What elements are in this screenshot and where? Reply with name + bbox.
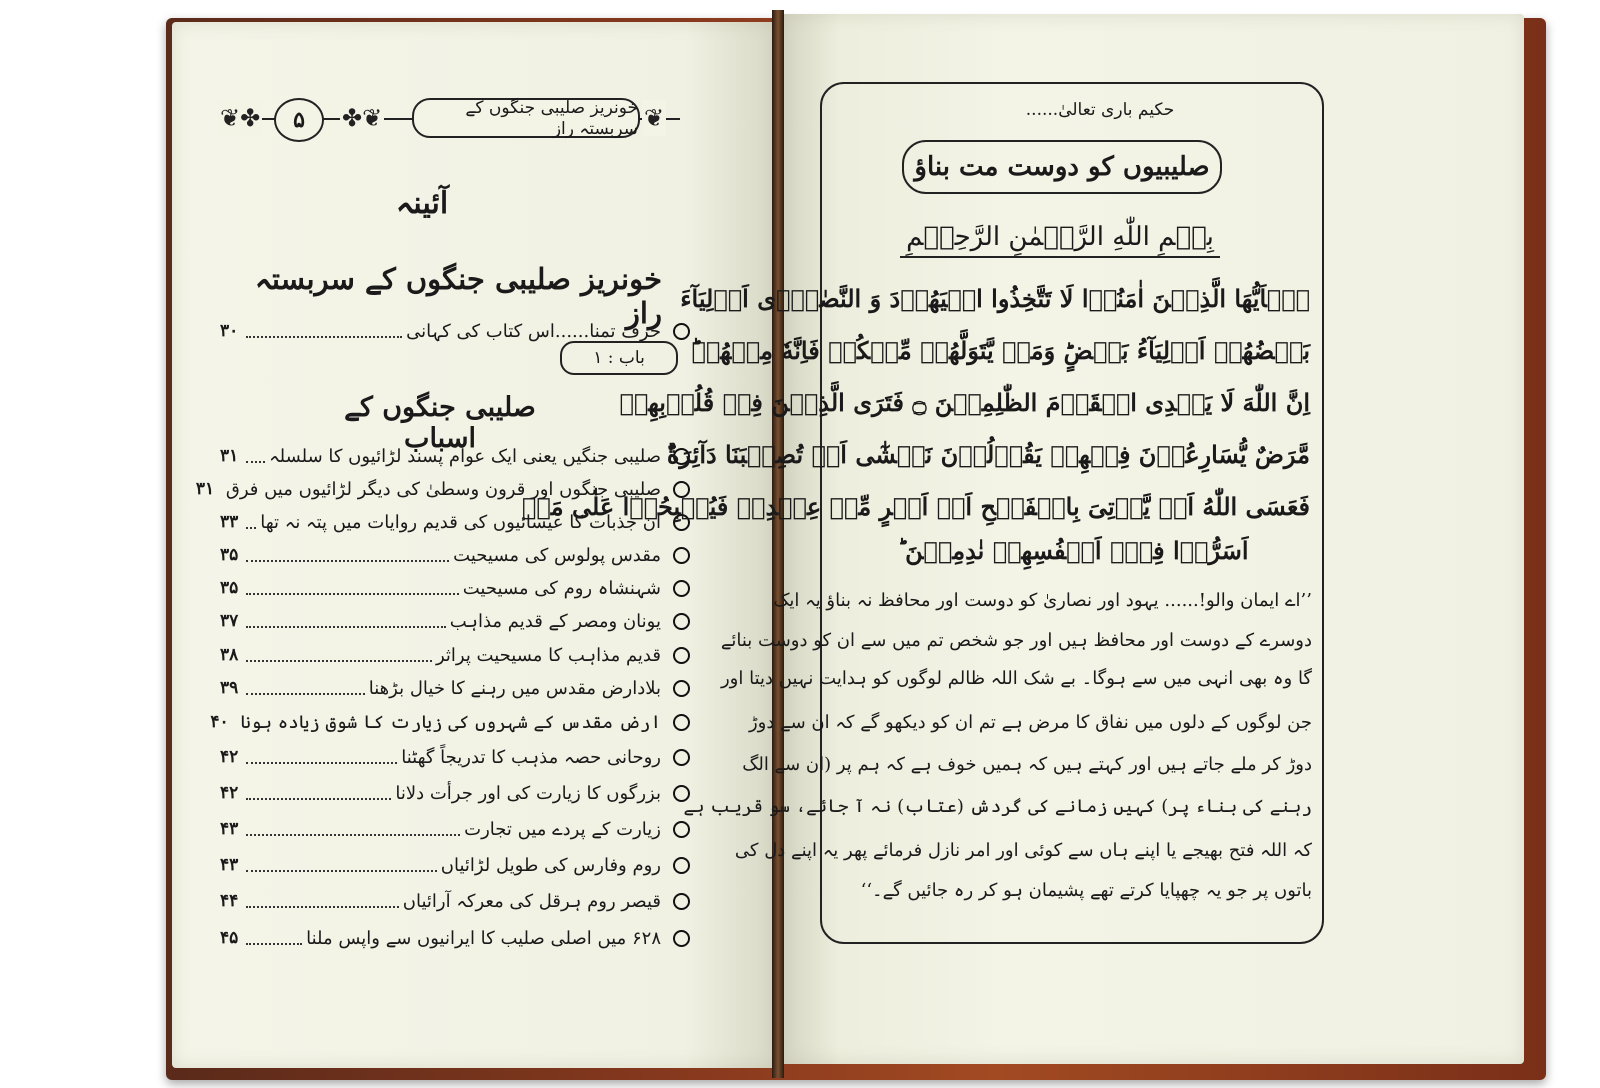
toc-entry-page: ۳۱ [220,446,239,466]
dot-leader [246,614,446,628]
toc-entry [220,640,690,670]
dot-leader [246,750,397,764]
bullet-icon [673,714,690,731]
toc-entry [220,573,690,603]
translation-line: ’’اے ایمان والو!...... یہود اور نصاریٰ کو دوست اور محافظ نہ بناؤ یہ ایک [773,590,1312,611]
dot-leader [246,681,365,695]
toc-heading: آئینہ [395,186,449,221]
dot-leader [246,648,432,662]
toc-entry-text: روحانی حصہ مذہب کا تدریجاً گھٹنا [401,746,661,768]
toc-entry-page: ۴۳ [220,855,239,875]
toc-entry-page: ۴۵ [220,928,239,948]
toc-entry-page: ۳۷ [220,611,239,631]
toc-entry [220,673,690,703]
toc-entry [220,742,690,772]
toc-entry [220,850,690,880]
dot-leader [246,894,399,908]
verse-line: فَعَسَى اللّٰهُ اَنۡ يَّاۡتِىَ بِالۡفَتۡحِ اَوۡ اَمۡرٍ مِّنۡ عِنۡدِهٖ فَيُصۡبِحُوۡا عَلٰى مَاۤ [521,492,1310,521]
bullet-icon [673,680,690,697]
bullet-icon [673,547,690,564]
toc-entry-page: ۳۵ [220,578,239,598]
toc-entry-text: شہنشاہ روم کی مسیحیت [462,577,661,599]
toc-entry-page: ۴۳ [220,819,239,839]
toc-entry-page: ۴۲ [220,783,239,803]
toc-entry-text: صلیبی جنگیں یعنی ایک عوام پسند لڑائیوں کا سلسلہ [269,445,661,467]
toc-entry-page: ۳۳ [220,512,239,532]
toc-entry-text: بزرگوں کا زیارت کی اور جرأت دلانا [395,782,661,804]
translation-line: کہ اللہ فتح بھیجے یا اپنے ہاں سے کوئی اور امر نازل فرمائے پھر یہ اپنے دل کی [734,840,1312,861]
toc-entry [210,707,690,737]
toc-entry-text: مقدس پولوس کی مسیحیت [453,544,661,566]
verse-line: بَعۡضُهُمۡ اَوۡلِيَآءُ بَعۡضٍ‌ؕ وَمَنۡ يَّتَوَلَّهُمۡ مِّنۡكُمۡ فَاِنَّهٗ مِنۡهُمۡ‌ؕ [691,336,1310,365]
dot-leader [246,449,265,463]
dot-leader [246,931,302,945]
book-title: خونریز صلیبی جنگوں کے سربستہ راز [254,262,662,330]
verse-line: اِنَّ اللّٰهَ لَا يَهۡدِى الۡقَوۡمَ الظّٰلِمِيۡنَ ۝ فَتَرَى الَّذِيۡنَ فِىۡ قُلُوۡبِهِمۡ [619,388,1310,417]
toc-entry [220,923,690,953]
translation-line: دوسرے کے دوست اور محافظ ہیں اور جو شخص تم میں سے ان کو دوست بنائے [720,630,1312,651]
bullet-icon [673,749,690,766]
toc-entry [220,540,690,570]
dot-leader [246,858,437,872]
verse-line: مَّرَضٌ يُّسَارِعُوۡنَ فِيۡهِمۡ يَقُوۡلُوۡنَ نَخۡشٰٓى اَنۡ تُصِيۡبَنَا دَآئِرَةٌ‌ؕ [666,440,1310,469]
toc-entry-page: ۴۰ [210,712,229,732]
dot-leader [246,581,459,595]
bullet-icon [673,647,690,664]
page-caption: حکیم باری تعالیٰ...... [1025,100,1175,120]
dot-leader [246,786,391,800]
toc-entry-text: قیصر روم ہرقل کی معرکہ آرائیاں [402,890,661,912]
toc-entry-text: روم وفارس کی طویل لڑائیاں [440,854,661,876]
toc-entry [220,814,690,844]
toc-entry-text: ارض مقدس کے شہروں کی زیارت کا شوق زیادہ ہونا [240,711,661,733]
toc-entry-text: قدیم مذاہب کا مسیحیت پراثر [435,644,661,666]
toc-entry-text: یونان ومصر کے قدیم مذاہب [449,610,661,632]
toc-entry [220,606,690,636]
translation-line: جن لوگوں کے دلوں میں نفاق کا مرض ہے تم ان کو دیکھو گے کہ ان سے دوڑ [748,712,1312,733]
dot-leader [246,822,460,836]
toc-entry-page: ۳۹ [220,678,239,698]
translation-line: رہنے کی بناء پر) کہیں زمانے کی گردش (عتاب) نہ آ جائے، سو قریب ہے [683,796,1312,817]
toc-entry-page: ۳۱ [195,479,215,499]
page-header [218,96,680,142]
translation-line: باتوں پر جو یہ چھپایا کرتے تھے پشیمان ہو کر رہ جائیں گے۔‘‘ [860,880,1312,901]
toc-entry-text: صلیبی جنگوں اور قرون وسطیٰ کی دیگر لڑائیوں میں فرق [225,478,661,500]
chapter-label: باب : ۱ [560,341,678,375]
toc-entry-text: ان جذبات کا عیسائیوں کی قدیم روایات میں پتہ نہ تھا [260,511,661,533]
bullet-icon [673,857,690,874]
translation-line: گا وہ بھی انہی میں سے ہوگا۔ بے شک اللہ ظالم لوگوں کو ہدایت نہیں دیتا اور [720,668,1312,689]
book-spine [772,10,784,1078]
ornament-right-icon: ❦ [642,100,666,136]
toc-entry-text: ۶۲۸ میں اصلی صلیب کا ایرانیوں سے واپس ملنا [306,927,661,949]
chapter-title: صلیبی جنگوں کے اسباب [344,392,536,454]
page-number: ۵ [274,98,324,142]
ornament-center-icon: ✤❦ [340,100,384,136]
toc-entry-page: ۳۵ [220,545,239,565]
bullet-icon [673,580,690,597]
bullet-icon [673,821,690,838]
toc-entry-page: ۴۲ [220,747,239,767]
toc-entry [220,886,690,916]
dot-leader [246,515,256,529]
toc-entry-text: بلادارض مقدس میں رہنے کا خیال بڑھنا [368,677,661,699]
bismillah: بِسۡمِ اللّٰهِ الرَّحۡمٰنِ الرَّحِيۡمِ [900,222,1220,258]
toc-entry-text: زیارت کے پردے میں تجارت [464,818,661,840]
section-title: صلیبیوں کو دوست مت بناؤ [902,140,1222,194]
bullet-icon [673,323,690,340]
dot-leader [246,324,402,338]
toc-entry-page: ۴۴ [220,891,239,911]
verse-line: يٰۤاَيُّهَا الَّذِيۡنَ اٰمَنُوۡا لَا تَتَّخِذُوا الۡيَهُوۡدَ وَ النَّصٰرٰۤى اَوۡلِيَآءَ [680,284,1310,313]
dot-leader [246,548,449,562]
toc-entry-text: حرف تمنا......اس کتاب کی کہانی [406,320,661,342]
bullet-icon [673,893,690,910]
toc-entry [220,441,690,471]
ornament-left-icon: ❦✤ [218,100,262,136]
toc-entry [220,778,690,808]
toc-entry-page: ۳۰ [220,321,239,341]
bullet-icon [673,613,690,630]
bullet-icon [673,930,690,947]
running-title: خونریز صلیبی جنگوں کے سربستہ راز [412,98,640,138]
toc-entry-page: ۳۸ [220,645,239,665]
translation-line: دوڑ کر ملے جاتے ہیں اور کہتے ہیں کہ ہمیں خوف ہے کہ ہم پر (ان سے الگ [742,754,1312,775]
verse-line: اَسَرُّوۡا فِىۡۤ اَنۡفُسِهِمۡ نٰدِمِيۡنَ ؕ [897,536,1249,565]
